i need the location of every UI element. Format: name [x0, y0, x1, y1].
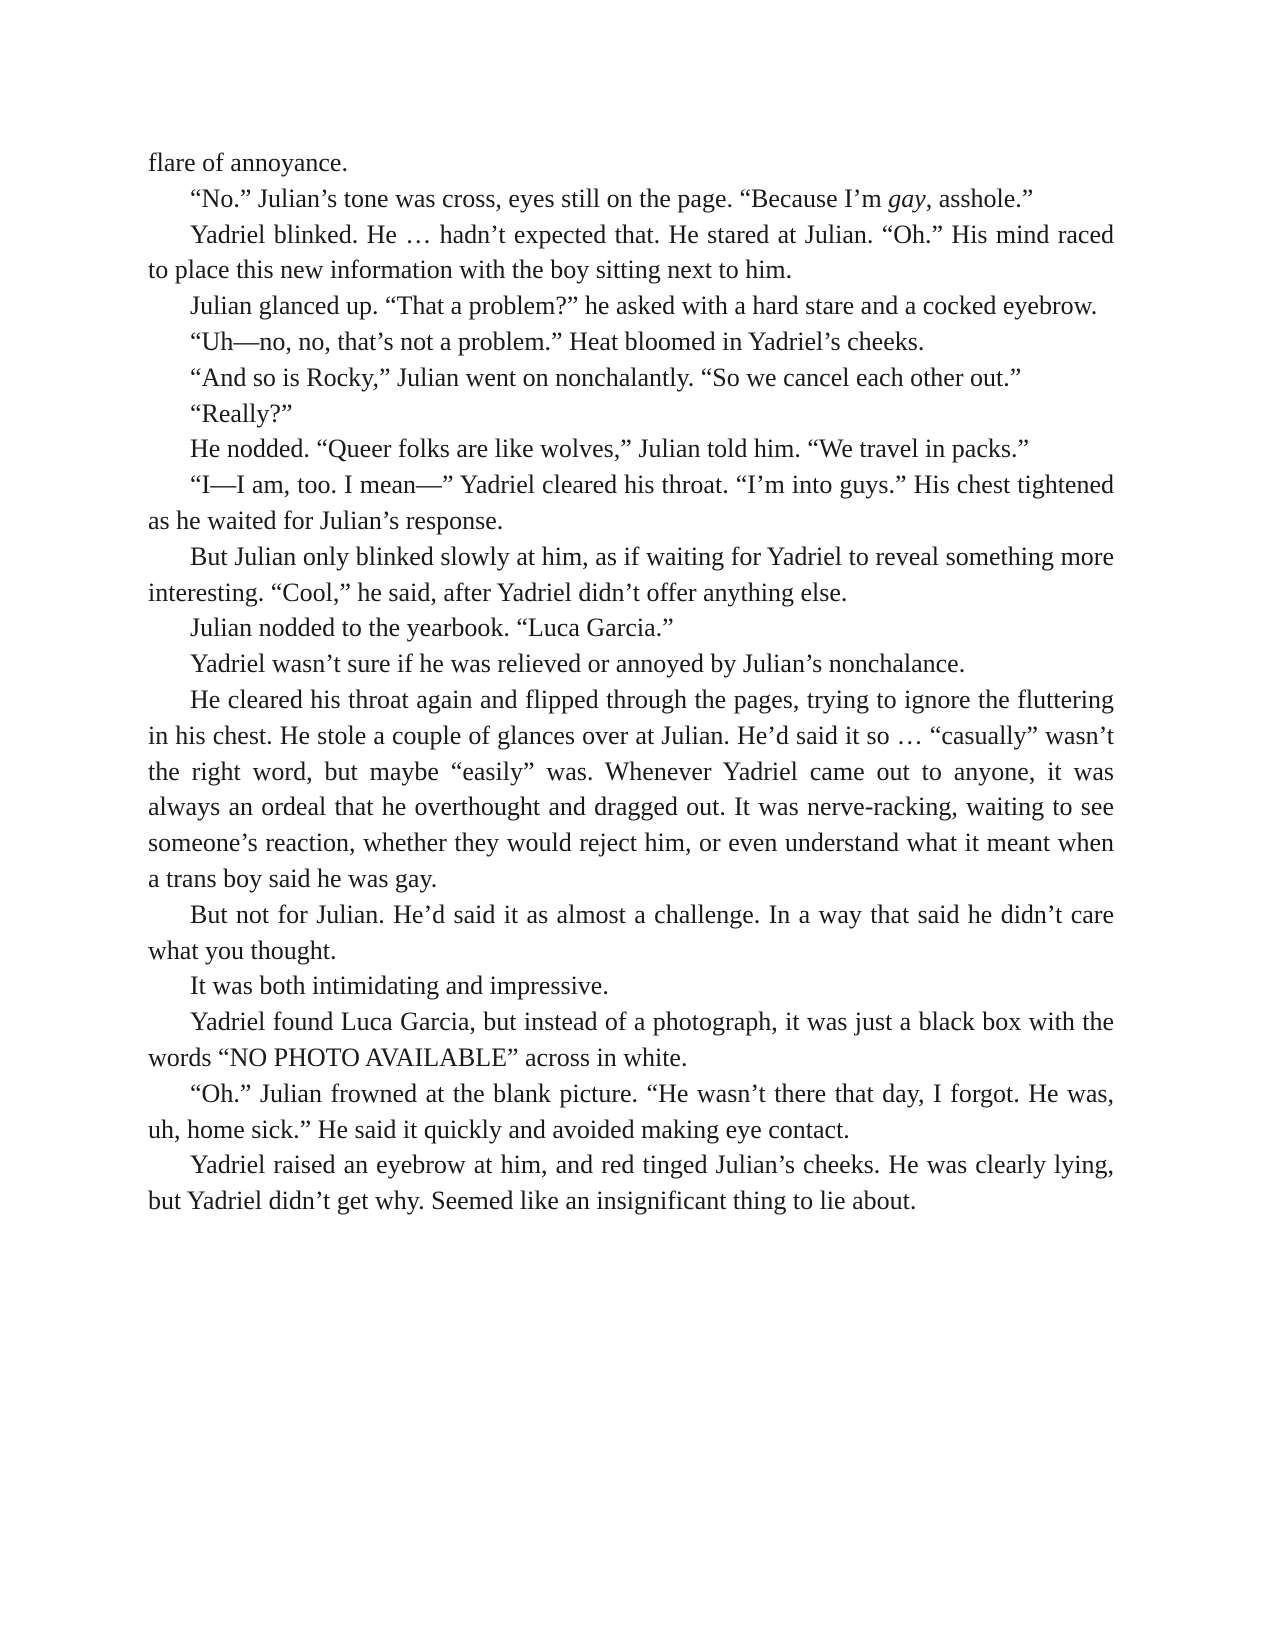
- paragraph-text: But not for Julian. He’d said it as almost a challenge. In a way that said he didn’t care what you thought.: [148, 899, 1114, 965]
- paragraph-p5: [148, 324, 1114, 360]
- paragraph-p11: [148, 610, 1114, 646]
- paragraph-p9: [148, 467, 1114, 539]
- paragraph-text: Yadriel wasn’t sure if he was relieved or annoyed by Julian’s nonchalance.: [190, 649, 966, 679]
- paragraph-p15: [148, 968, 1114, 1004]
- paragraph-p16: [148, 1004, 1114, 1076]
- paragraph-p6: [148, 360, 1114, 396]
- paragraph-p17: [148, 1076, 1114, 1148]
- paragraph-text: Julian nodded to the yearbook. “Luca Garcia.”: [190, 613, 674, 643]
- paragraph-p18: [148, 1147, 1114, 1219]
- paragraph-p12: [148, 646, 1114, 682]
- paragraph-text: Yadriel raised an eyebrow at him, and red tinged Julian’s cheeks. He was clearly lying, but Yadriel didn’t get why. Seemed like an insignificant thing to lie about.: [148, 1150, 1114, 1216]
- paragraph-text: “No.” Julian’s tone was cross, eyes still on the page. “Because I’m: [190, 183, 889, 213]
- paragraph-p13: [148, 682, 1114, 897]
- paragraph-text: “Uh—no, no, that’s not a problem.” Heat bloomed in Yadriel’s cheeks.: [190, 326, 925, 356]
- paragraph-text: Julian glanced up. “That a problem?” he asked with a hard stare and a cocked eyebrow.: [190, 291, 1098, 321]
- paragraph-p4: [148, 288, 1114, 324]
- paragraph-p7: [148, 396, 1114, 432]
- paragraph-text: But Julian only blinked slowly at him, as if waiting for Yadriel to reveal something more interesting. “Cool,” he said, after Yadriel didn’t offer anything else.: [148, 541, 1114, 607]
- paragraph-p1: [148, 145, 1114, 181]
- paragraph-text: “Really?”: [190, 398, 293, 428]
- paragraph-text: , asshole.”: [925, 183, 1034, 213]
- emphasis-text: gay: [888, 183, 926, 213]
- paragraph-text: “And so is Rocky,” Julian went on nonchalantly. “So we cancel each other out.”: [190, 362, 1022, 392]
- paragraph-text: He cleared his throat again and flipped through the pages, trying to ignore the fluttering in his chest. He stole a couple of glances over at Julian. He’d said it so … “casually” wasn’t the right word, but maybe “easily” was. Whenever Yadriel came out to anyone, it was always an ordeal that he overthought and dragged out. It was nerve-racking, waiting to see someone’s reaction, whether they would reject him, or even understand what it meant when a trans boy said he was gay.: [148, 684, 1114, 893]
- paragraph-p3: [148, 217, 1114, 289]
- paragraph-p14: [148, 897, 1114, 969]
- paragraph-p8: [148, 431, 1114, 467]
- paragraph-text: It was both intimidating and impressive.: [190, 971, 609, 1001]
- paragraph-text: “Oh.” Julian frowned at the blank picture. “He wasn’t there that day, I forgot. He was, uh, home sick.” He said it quickly and avoided making eye contact.: [148, 1078, 1114, 1144]
- paragraph-text: “I—I am, too. I mean—” Yadriel cleared his throat. “I’m into guys.” His chest tightened as he waited for Julian’s response.: [148, 470, 1114, 535]
- paragraph-text: Yadriel found Luca Garcia, but instead of a photograph, it was just a black box with the words “NO PHOTO AVAILABLE” across in white.: [148, 1007, 1114, 1072]
- paragraph-text: flare of annoyance.: [148, 148, 348, 177]
- paragraph-text: He nodded. “Queer folks are like wolves,” Julian told him. “We travel in packs.”: [190, 434, 1030, 464]
- paragraph-text: Yadriel blinked. He … hadn’t expected that. He stared at Julian. “Oh.” His mind raced to place this new information with the boy sitting next to him.: [148, 219, 1114, 285]
- book-page-body: [148, 145, 1114, 1219]
- paragraph-p10: [148, 539, 1114, 611]
- paragraph-p2: [148, 181, 1114, 217]
